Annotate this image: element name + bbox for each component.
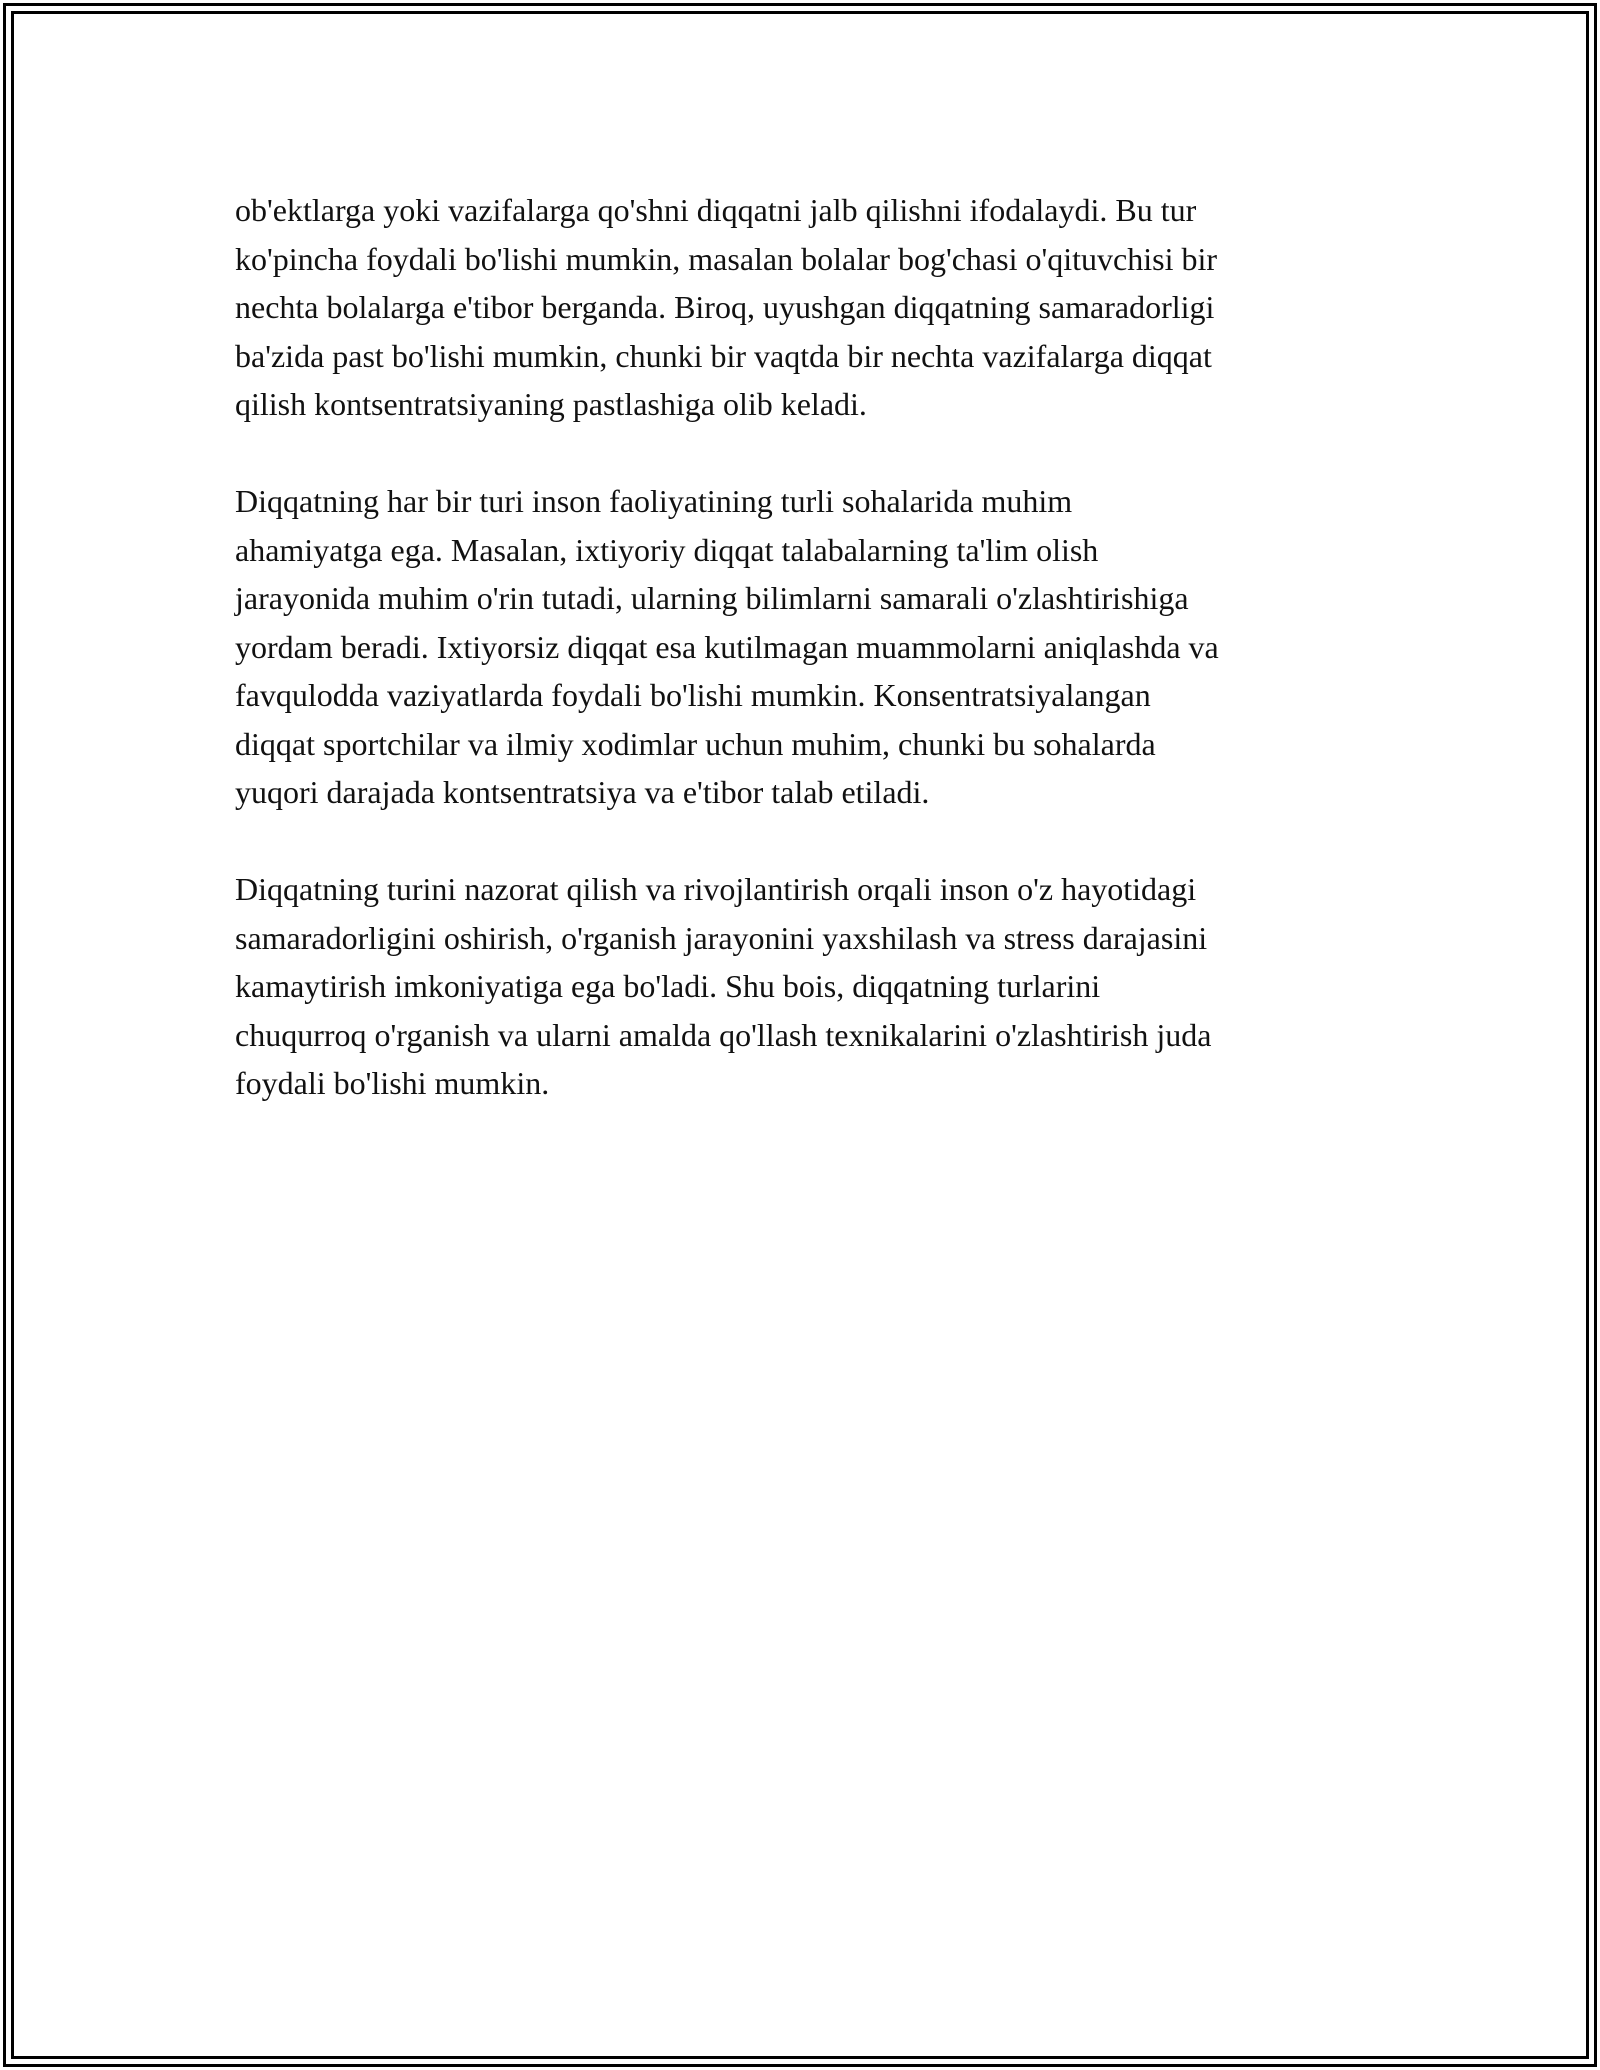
document-body [235, 186, 1370, 1156]
paragraph-3: Diqqatning turini nazorat qilish va rivojlantirish orqali inson o'z hayotidagi samaradorligini oshirish, o'rganish jarayonini yaxshilash va stress darajasini kamaytirish imkoniyatiga ega bo'ladi. Shu bois, diqqatning turlarini chuqurroq o'rganish va ularni amalda qo'llash texnikalarini o'zlashtirish juda foydali bo'lishi mumkin. [235, 871, 1212, 1101]
paragraph-2: Diqqatning har bir turi inson faoliyatining turli sohalarida muhim ahamiyatga ega. Masalan, ixtiyoriy diqqat talabalarning ta'lim olish jarayonida muhim o'rin tutadi, ularning bilimlarni samarali o'zlashtirishiga yordam beradi. Ixtiyorsiz diqqat esa kutilmagan muammolarni aniqlashda va favqulodda vaziyatlarda foydali bo'lishi mumkin. Konsentratsiyalangan diqqat sportchilar va ilmiy xodimlar uchun muhim, chunki bu sohalarda yuqori darajada kontsentratsiya va e'tibor talab etiladi. [235, 483, 1219, 810]
paragraph-1: ob'ektlarga yoki vazifalarga qo'shni diqqatni jalb qilishni ifodalaydi. Bu tur ko'pincha foydali bo'lishi mumkin, masalan bolalar bog'chasi o'qituvchisi bir nechta bolalarga e'tibor berganda. Biroq, uyushgan diqqatning samaradorligi ba'zida past bo'lishi mumkin, chunki bir vaqtda bir nechta vazifalarga diqqat qilish kontsentratsiyaning pastlashiga olib keladi. [235, 192, 1217, 422]
